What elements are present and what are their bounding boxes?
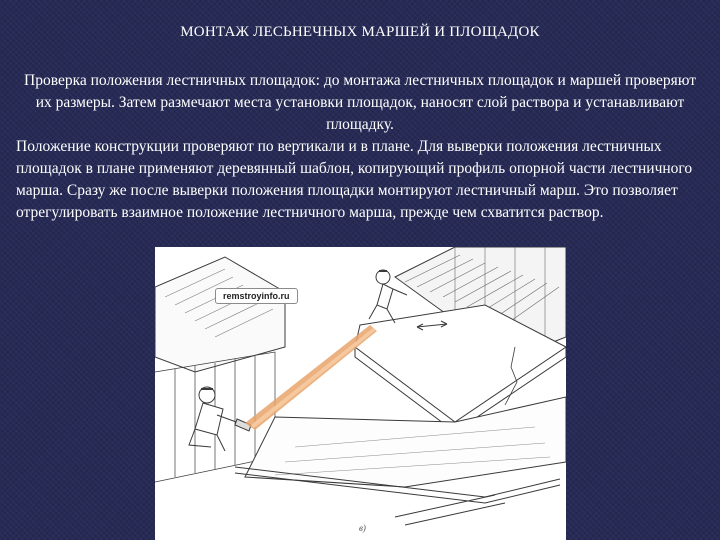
slide-title: МОНТАЖ ЛЕСЬНЕЧНЫХ МАРШЕЙ И ПЛОЩАДОК [180,24,540,40]
installation-illustration [155,247,566,540]
figure-caption: в) [359,523,366,533]
watermark-label: remstroyinfo.ru [215,288,298,304]
body-paragraph: Положение конструкции проверяют по вертикали и в плане. Для выверки положения лестничных площадок в плане применяют деревянный шаблон, копирующий профиль опорной части лестничного марша. Сразу же после выверки положения площадки монтируют лестничный марш. Это позволяет отрегулировать взаимное положение лестничного марша, прежде чем схватится раствор. [16,138,693,221]
intro-paragraph: Проверка положения лестничных площадок: до монтажа лестничных площадок и маршей проверяют их размеры. Затем размечают места установки площадок, наносят слой раствора и устанавливают площадку. [24,72,696,133]
